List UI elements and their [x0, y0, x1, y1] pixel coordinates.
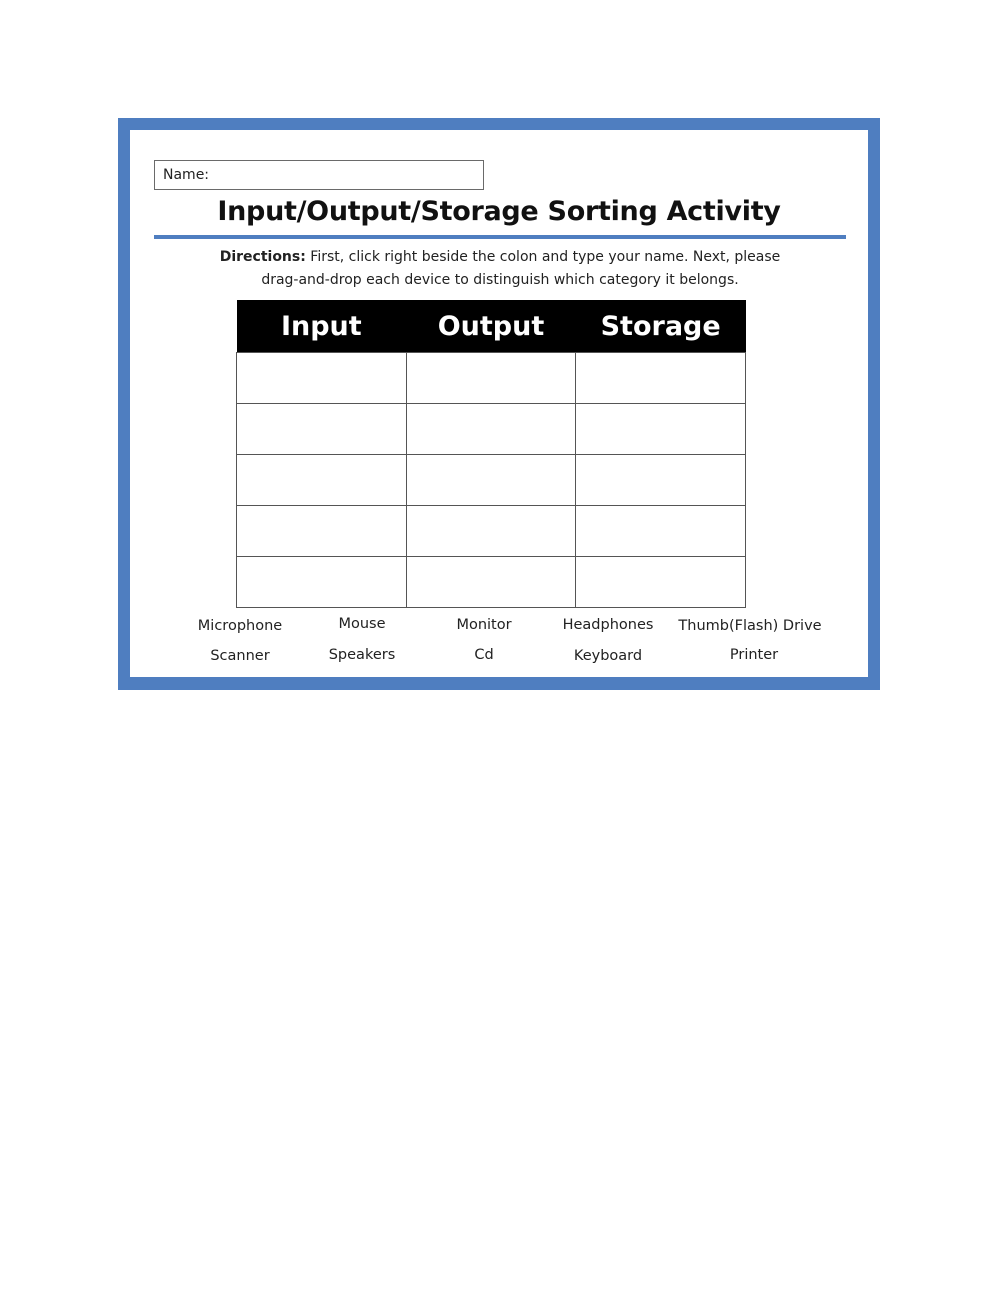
column-header-storage: Storage [576, 300, 746, 353]
name-label: Name: [163, 167, 210, 183]
device-speakers[interactable]: Speakers [328, 647, 396, 663]
table-row [237, 557, 746, 608]
table-row [237, 506, 746, 557]
device-monitor[interactable]: Monitor [456, 617, 512, 633]
device-thumb-drive[interactable]: Thumb(Flash) Drive [678, 618, 822, 634]
drop-cell-output[interactable] [406, 353, 576, 404]
directions-line-2: drag-and-drop each device to distinguish which category it belongs. [261, 272, 739, 288]
device-scanner[interactable]: Scanner [210, 648, 270, 664]
drop-cell-storage[interactable] [576, 557, 746, 608]
drop-cell-output[interactable] [406, 455, 576, 506]
drop-cell-storage[interactable] [576, 404, 746, 455]
drop-cell-input[interactable] [237, 353, 407, 404]
column-header-output: Output [406, 300, 576, 353]
directions-line-1: First, click right beside the colon and type your name. Next, please [310, 249, 781, 265]
column-header-input: Input [237, 300, 407, 353]
device-keyboard[interactable]: Keyboard [573, 648, 643, 664]
table-row [237, 455, 746, 506]
sorting-table [236, 300, 746, 608]
drop-cell-output[interactable] [406, 404, 576, 455]
table-row [237, 404, 746, 455]
directions-lead: Directions: [219, 249, 306, 265]
drop-cell-input[interactable] [237, 404, 407, 455]
title-divider [154, 235, 846, 239]
table-row [237, 353, 746, 404]
drop-cell-input[interactable] [237, 506, 407, 557]
device-microphone[interactable]: Microphone [197, 618, 283, 634]
drop-cell-storage[interactable] [576, 455, 746, 506]
drop-cell-storage[interactable] [576, 506, 746, 557]
device-mouse[interactable]: Mouse [338, 616, 386, 632]
copyright-notice: © La-Netta Mark 2018 [723, 662, 836, 672]
drop-cell-output[interactable] [406, 557, 576, 608]
drop-cell-input[interactable] [237, 455, 407, 506]
device-cd[interactable]: Cd [474, 647, 494, 663]
device-headphones[interactable]: Headphones [562, 617, 654, 633]
table-header-row [237, 300, 746, 353]
drop-cell-input[interactable] [237, 557, 407, 608]
drop-cell-storage[interactable] [576, 353, 746, 404]
directions-text [170, 246, 830, 292]
worksheet-frame [118, 118, 880, 690]
drop-cell-output[interactable] [406, 506, 576, 557]
name-field[interactable] [154, 160, 484, 190]
worksheet-card [130, 130, 868, 677]
worksheet-title: Input/Output/Storage Sorting Activity [217, 196, 781, 227]
device-printer[interactable]: Printer [729, 647, 779, 663]
